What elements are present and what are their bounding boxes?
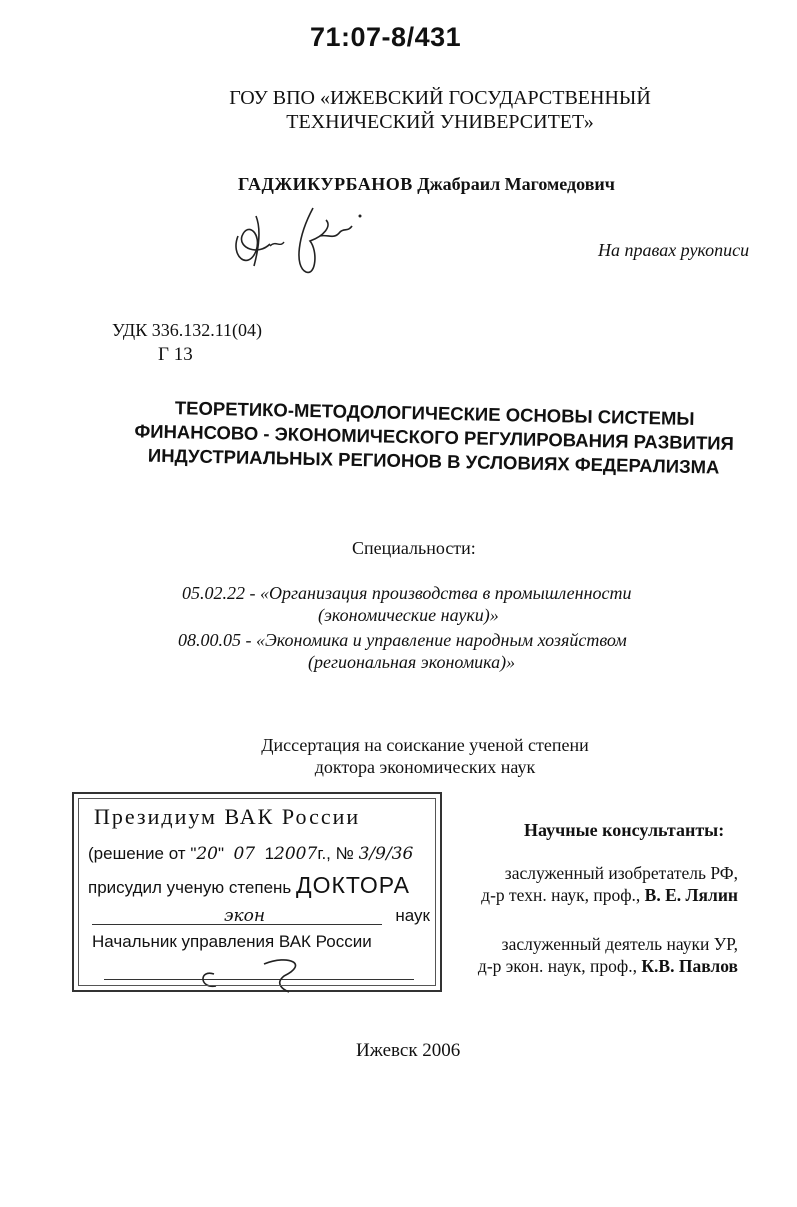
title-line-1: ТЕОРЕТИКО-МЕТОДОЛОГИЧЕСКИЕ ОСНОВЫ СИСТЕМЫ (174, 397, 695, 430)
consultant-1-name: В. Е. Лялин (644, 885, 738, 905)
stamp-number-prefix: г., № (317, 844, 354, 863)
consultant-2-degree: д-р экон. наук, проф., (477, 956, 637, 976)
specialties-heading: Специальности: (352, 538, 476, 558)
dissertation-title (118, 395, 749, 480)
consultant-1-degree: д-р техн. наук, проф., (481, 885, 641, 905)
title-line-3: ИНДУСТРИАЛЬНЫХ РЕГИОНОВ В УСЛОВИЯХ ФЕДЕРАЛИЗМА (147, 444, 720, 478)
consultant-2-title: заслуженный деятель науки УР, (501, 934, 738, 954)
vak-stamp (72, 792, 442, 992)
stamp-field: экон (224, 906, 266, 926)
degree-line-1: Диссертация на соискание ученой степени (261, 735, 589, 755)
dissertation-degree (240, 734, 610, 778)
university-line-2: ТЕХНИЧЕСКИЙ УНИВЕРСИТЕТ» (286, 111, 594, 133)
specialty-2-line-1: 08.00.05 - «Экономика и управление народным хозяйством (178, 630, 627, 650)
stamp-awarded-line (88, 872, 410, 899)
classifier-code: Г 13 (158, 344, 193, 365)
stamp-year: 2007 (274, 844, 318, 864)
stamp-day: 20 (196, 844, 218, 864)
stamp-year-prefix: 1 (264, 844, 275, 863)
consultants-heading: Научные консультанты: (524, 820, 725, 840)
author-name (238, 174, 615, 195)
stamp-decision-line: (решение от "20" 07 12007г., № 3/9/36 (88, 844, 414, 864)
title-line-2: ФИНАНСОВО - ЭКОНОМИЧЕСКОГО РЕГУЛИРОВАНИЯ РАЗВИТИЯ (134, 420, 735, 454)
author-given-names: Джабраил Магомедович (417, 174, 615, 194)
stamp-decision-prefix: (решение от " (88, 844, 197, 863)
archive-code: 71:07-8/431 (310, 22, 462, 52)
stamp-chief-signature (194, 954, 344, 994)
stamp-signature-underline (104, 979, 414, 980)
university-line-1: ГОУ ВПО «ИЖЕВСКИЙ ГОСУДАРСТВЕННЫЙ (229, 87, 651, 109)
university-name (220, 86, 660, 134)
rights-note: На правах рукописи (598, 240, 750, 260)
stamp-title: Президиум ВАК России (94, 804, 361, 829)
stamp-awarded-prefix: присудил ученую степень (88, 878, 292, 897)
stamp-degree: ДОКТОРА (296, 872, 410, 898)
specialty-2-line-2: (региональная экономика)» (308, 652, 516, 672)
author-surname: ГАДЖИКУРБАНОВ (238, 174, 413, 194)
specialty-1-line-1: 05.02.22 - «Организация производства в промышленности (182, 583, 632, 603)
stamp-field-underline (92, 924, 382, 925)
author-signature (228, 196, 378, 286)
city-year: Ижевск 2006 (356, 1040, 461, 1061)
consultant-1-title: заслуженный изобретатель РФ, (504, 863, 738, 883)
degree-line-2: доктора экономических наук (314, 757, 536, 777)
consultant-2-name: К.В. Павлов (641, 956, 738, 976)
stamp-month: 07 (233, 844, 256, 864)
consultant-2-credentials (438, 955, 738, 977)
stamp-number: 3/9/36 (358, 844, 414, 864)
consultant-1-credentials (438, 884, 738, 906)
stamp-chief-line: Начальник управления ВАК России (92, 932, 372, 951)
stamp-field-line (74, 906, 430, 926)
udk-code: УДК 336.132.11(04) (112, 320, 263, 340)
stamp-field-suffix: наук (395, 906, 430, 925)
specialty-1-line-2: (экономические науки)» (318, 605, 499, 625)
